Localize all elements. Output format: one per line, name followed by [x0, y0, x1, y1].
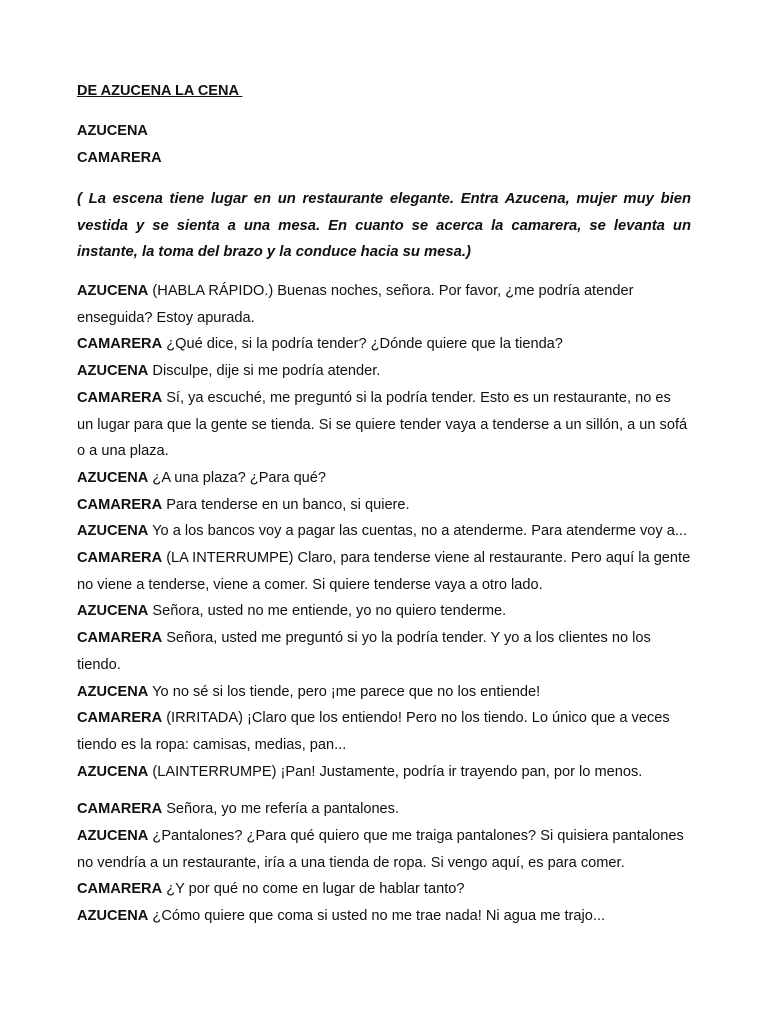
speaker-name: AZUCENA	[77, 283, 149, 299]
cast-member-azucena: AZUCENA	[77, 123, 148, 139]
dialogue-block	[77, 278, 691, 930]
line-text: Señora, yo me refería a pantalones.	[162, 801, 400, 818]
dialogue-line	[77, 679, 691, 706]
line-text: (IRRITADA) ¡Claro que los entiendo! Pero no los tiendo. Lo único que a veces tiendo es la ropa: camisas, medias, pan...	[77, 710, 670, 753]
speaker-name: CAMARERA	[77, 550, 163, 567]
speaker-name: AZUCENA	[77, 603, 149, 620]
dialogue-line	[77, 823, 691, 876]
speaker-name: CAMARERA	[77, 801, 163, 818]
speaker-name: AZUCENA	[77, 828, 149, 845]
speaker-name: AZUCENA	[77, 763, 149, 780]
dialogue-line	[77, 385, 691, 465]
speaker-name: CAMARERA	[77, 881, 163, 898]
dialogue-line	[77, 518, 691, 545]
line-text: (LA INTERRUMPE) Claro, para tenderse viene al restaurante. Pero aquí la gente no viene a tenderse, viene a comer. Si quiere tenderse vaya a otro lado.	[77, 550, 691, 593]
cast-member-camarera: CAMARERA	[77, 150, 162, 166]
dialogue-line	[77, 759, 691, 786]
speaker-name: AZUCENA	[77, 469, 149, 486]
speaker-name: CAMARERA	[77, 710, 163, 727]
speaker-name: AZUCENA	[77, 908, 149, 925]
speaker-name: CAMARERA	[77, 496, 163, 513]
dialogue-line	[77, 358, 691, 385]
line-text: Para tenderse en un banco, si quiere.	[162, 496, 410, 513]
line-text: ¿Y por qué no come en lugar de hablar tanto?	[162, 881, 465, 898]
speaker-name: AZUCENA	[77, 683, 149, 700]
dialogue-line	[77, 903, 691, 930]
line-text: Señora, usted me preguntó si yo la podría tender. Y yo a los clientes no los tiendo.	[77, 630, 651, 673]
speaker-name: CAMARERA	[77, 336, 163, 353]
document-page	[77, 0, 691, 1024]
line-text: ¿Qué dice, si la podría tender? ¿Dónde quiere que la tienda?	[162, 336, 563, 353]
dialogue-line	[77, 492, 691, 519]
line-text: ¿A una plaza? ¿Para qué?	[148, 469, 327, 486]
dialogue-line	[77, 545, 691, 598]
dialogue-line	[77, 598, 691, 625]
stage-direction: ( La escena tiene lugar en un restaurante elegante. Entra Azucena, mujer muy bien vestida y se sienta a una mesa. En cuanto se acerca la camarera, se levanta un instante, la toma del brazo y la conduce hacia su mesa.)	[77, 191, 691, 260]
line-text: (HABLA RÁPIDO.) Buenas noches, señora. Por favor, ¿me podría atender enseguida? Estoy apurada.	[77, 283, 634, 326]
dialogue-line	[77, 625, 691, 678]
speaker-name: CAMARERA	[77, 630, 163, 647]
dialogue-line	[77, 796, 691, 823]
dialogue-line	[77, 278, 691, 331]
line-text: (LAINTERRUMPE) ¡Pan! Justamente, podría ir trayendo pan, por lo menos.	[148, 763, 643, 780]
speaker-name: AZUCENA	[77, 523, 149, 540]
line-text: ¿Cómo quiere que coma si usted no me trae nada! Ni agua me trajo...	[148, 908, 606, 925]
line-text: Señora, usted no me entiende, yo no quiero tenderme.	[148, 603, 507, 620]
play-title: DE AZUCENA LA CENA	[77, 83, 243, 99]
line-text: ¿Pantalones? ¿Para qué quiero que me traiga pantalones? Si quisiera pantalones no vendría a un restaurante, iría a una tienda de ropa. Si vengo aquí, es para comer.	[77, 828, 684, 871]
dialogue-line	[77, 876, 691, 903]
line-text: Yo a los bancos voy a pagar las cuentas, no a atenderme. Para atenderme voy a...	[148, 523, 688, 540]
dialogue-line	[77, 465, 691, 492]
speaker-name: AZUCENA	[77, 363, 149, 380]
line-text: Yo no sé si los tiende, pero ¡me parece que no los entiende!	[148, 683, 541, 700]
line-text: Disculpe, dije si me podría atender.	[148, 363, 381, 380]
dialogue-line	[77, 705, 691, 758]
dialogue-line	[77, 331, 691, 358]
line-text: Sí, ya escuché, me preguntó si la podría tender. Esto es un restaurante, no es un lugar para que la gente se tienda. Si se quiere tender vaya a tenderse a un sillón, a un sofá o a una plaza.	[77, 389, 688, 460]
speaker-name: CAMARERA	[77, 389, 163, 406]
